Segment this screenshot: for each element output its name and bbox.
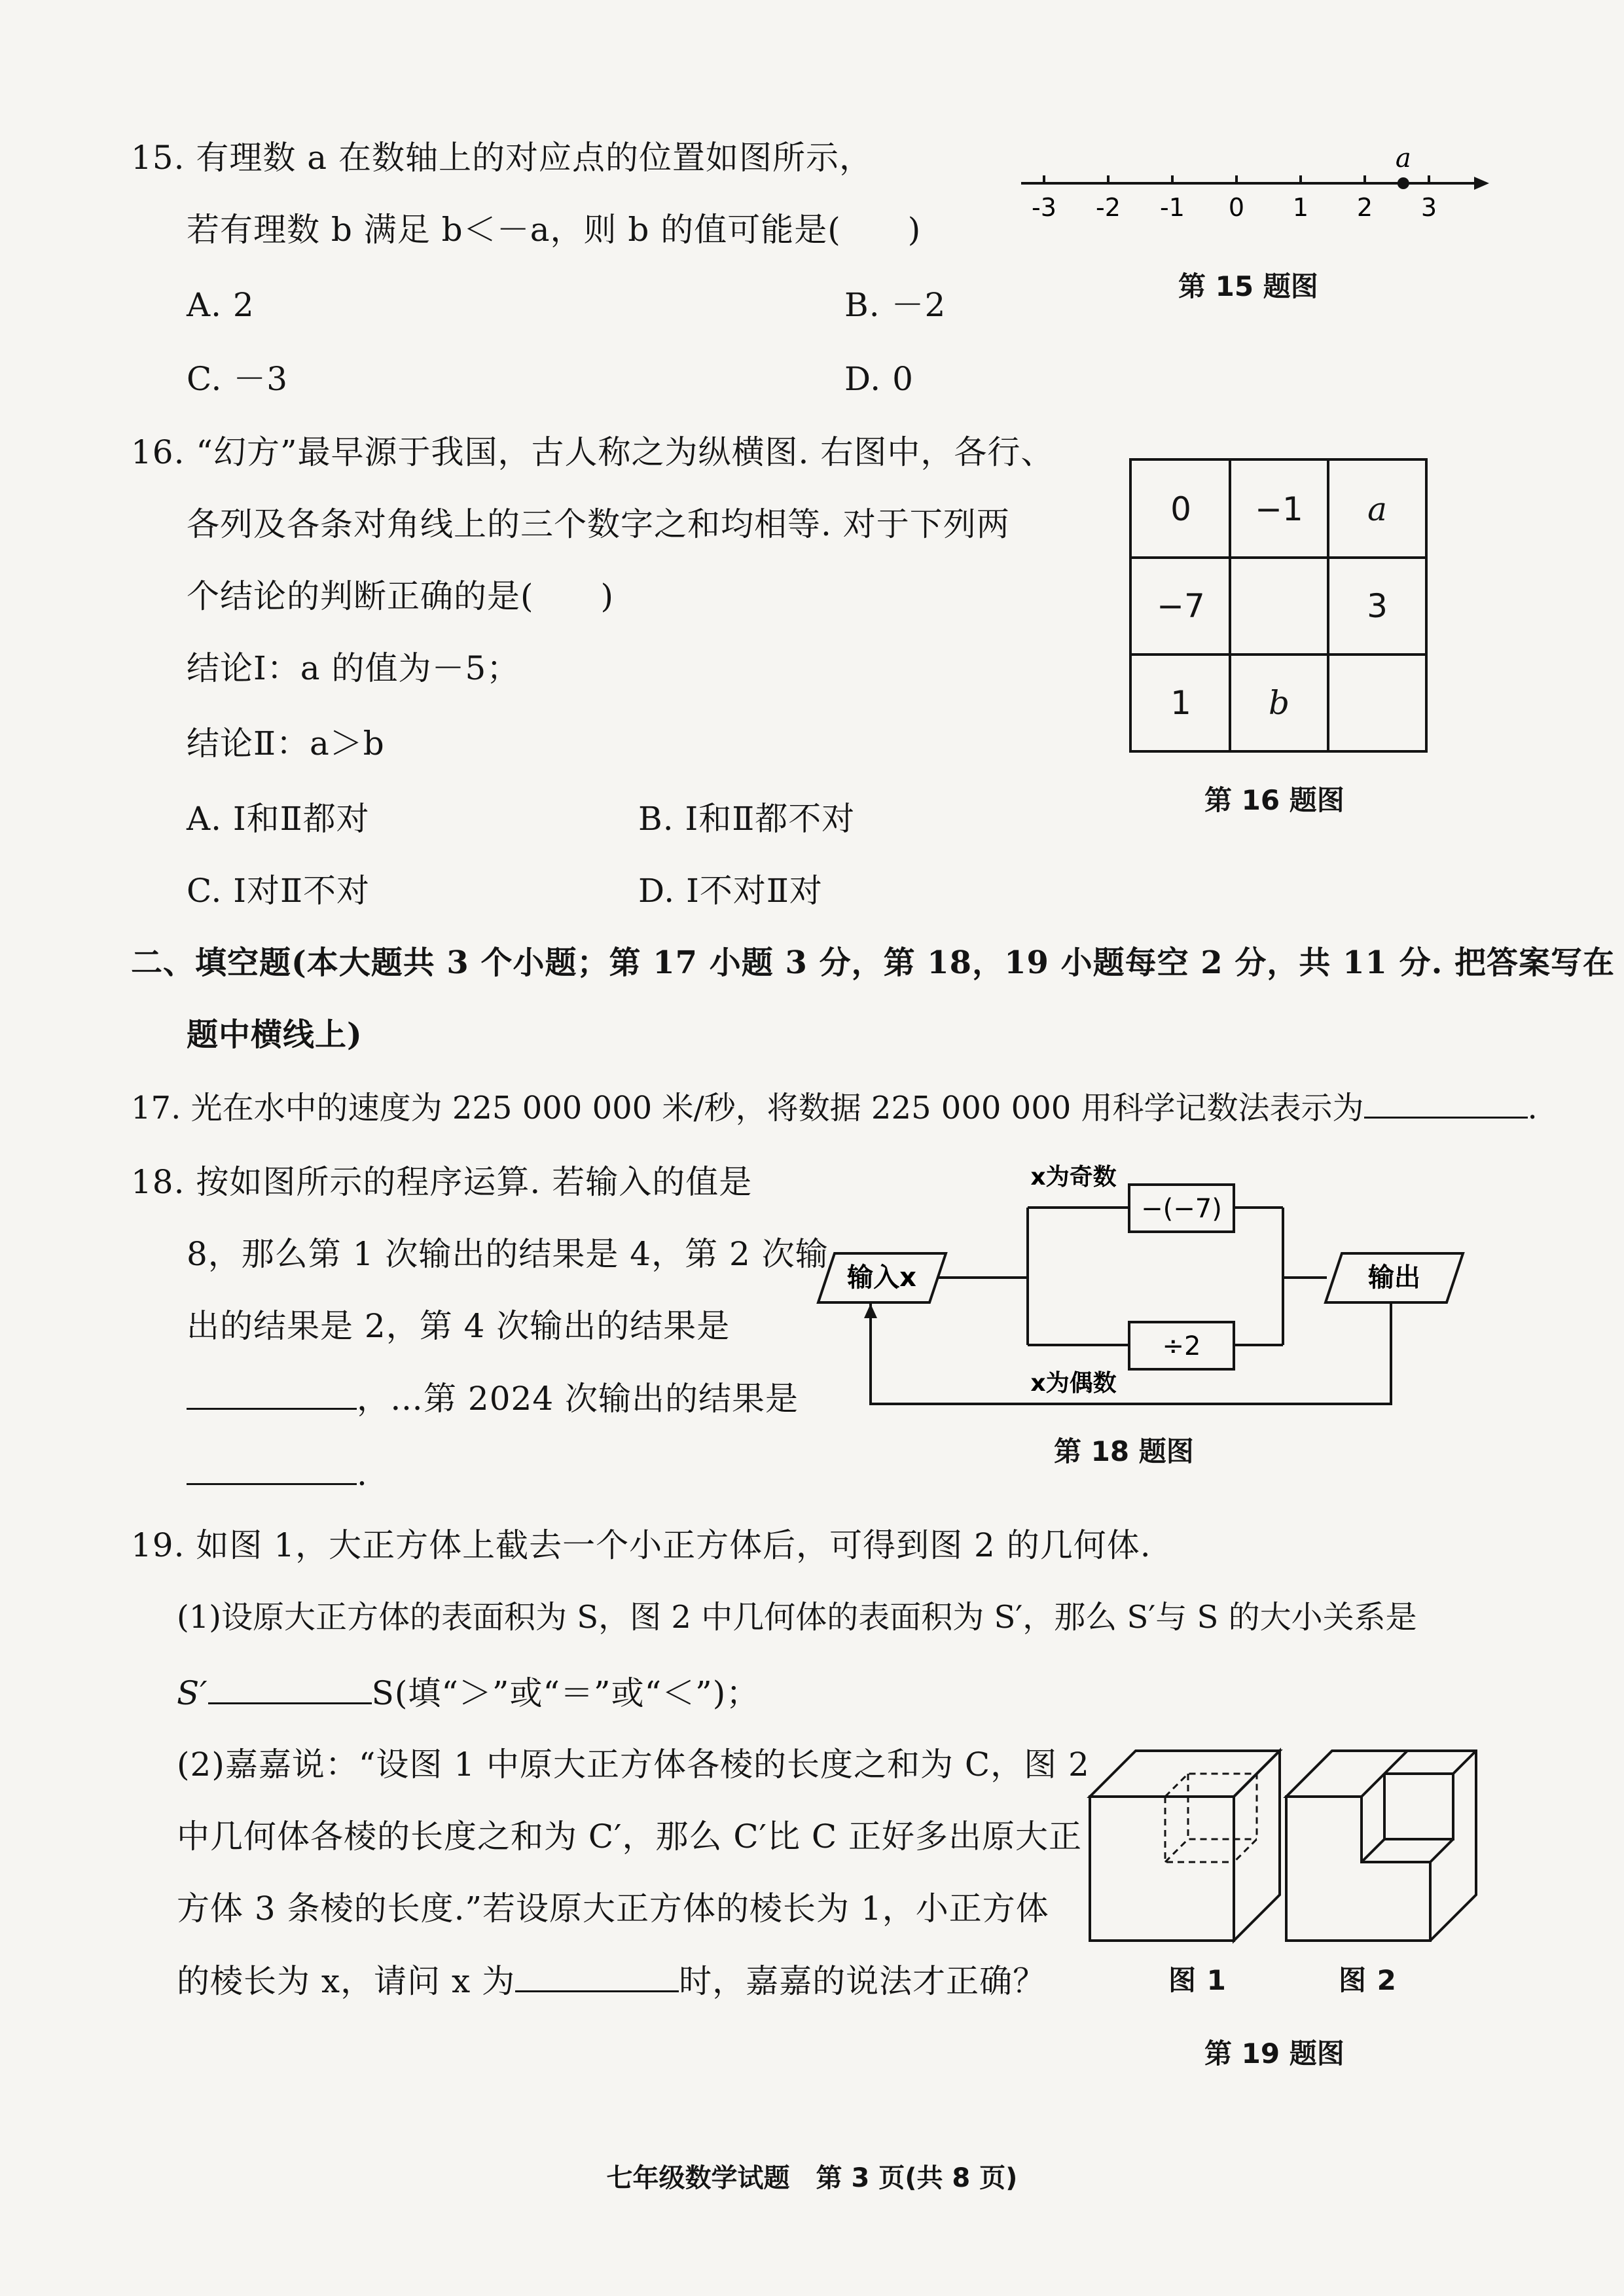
- magic-square-grid: [1129, 458, 1428, 753]
- q19-part2-line4: [177, 1960, 1046, 2001]
- grid-cell-r2c1: −7: [1157, 587, 1205, 625]
- number-line-tick-label: -2: [1096, 193, 1121, 222]
- number-line-tick-label: 2: [1356, 193, 1373, 222]
- number-line-tick-label: 3: [1420, 193, 1437, 222]
- cut-cube-front: [1286, 1797, 1430, 1941]
- q17-line: [131, 1086, 1538, 1128]
- page-footer: 七年级数学试题 第 3 页(共 8 页): [606, 2163, 1018, 2193]
- q16-option-d: D. Ⅰ不对Ⅱ对: [638, 872, 823, 910]
- cut-notch-edge: [1430, 1839, 1453, 1862]
- flow-output-label: 输出: [1368, 1263, 1420, 1293]
- q17-answer-blank[interactable]: [1364, 1086, 1528, 1119]
- q18-line1: 18. 按如图所示的程序运算. 若输入的值是: [131, 1163, 753, 1201]
- q15-option-a: A. 2: [187, 286, 255, 324]
- number-line-tick-label: 1: [1292, 193, 1309, 222]
- q18-answer-blank-2[interactable]: [187, 1453, 357, 1485]
- q18-line5: [187, 1453, 368, 1494]
- q16-figure-caption: 第 16 题图: [1204, 784, 1344, 816]
- q17-end: .: [1527, 1090, 1538, 1126]
- grid-cell-r1c2: −1: [1255, 490, 1303, 528]
- q19-part1-line1: (1)设原大正方体的表面积为 S，图 2 中几何体的表面积为 S′，那么 S′与 S 的大小关系是: [177, 1599, 1417, 1636]
- q16-conclusion-2: 结论Ⅱ：a＞b: [187, 725, 385, 762]
- q19-part1-hint: S(填“＞”或“＝”或“＜”)；: [371, 1674, 760, 1712]
- q19-stem: 19. 如图 1，大正方体上截去一个小正方体后，可得到图 2 的几何体.: [131, 1526, 1151, 1564]
- section2-title: 二、填空题(本大题共 3 个小题；第 17 小题 3 分，第 18，19 小题每空 2 分，共 11 分. 把答案写在: [131, 944, 1615, 981]
- grid-cell-r3c2: b: [1268, 684, 1290, 722]
- q18-line5-text: .: [357, 1455, 368, 1493]
- fig1-label: 图 1: [1168, 1964, 1227, 1996]
- flow-odd-op: −(−7): [1141, 1194, 1222, 1224]
- q16-stem-line1: 16. “幻方”最早源于我国，古人称之为纵横图. 右图中，各行、: [131, 433, 1055, 471]
- q15-option-d: D. 0: [844, 360, 914, 398]
- q19-answer-blank-1[interactable]: [208, 1672, 372, 1704]
- q15-option-c: C. －3: [187, 360, 289, 398]
- grid-cell-r3c3: [1328, 655, 1426, 751]
- section2-title-cont: 题中横线上): [187, 1016, 363, 1053]
- cube-front-face: [1090, 1797, 1234, 1941]
- q16-option-b: B. Ⅰ和Ⅱ都不对: [638, 800, 856, 838]
- q16-stem-line2: 各列及各条对角线上的三个数字之和均相等. 对于下列两: [187, 505, 1010, 543]
- q18-line4-text: ，…第 2024 次输出的结果是: [357, 1380, 799, 1418]
- q18-figure-caption: 第 18 题图: [1054, 1435, 1194, 1467]
- q18-answer-blank-1[interactable]: [187, 1378, 357, 1410]
- grid-cell-r2c3: 3: [1367, 587, 1388, 625]
- q15-stem-line1: 15. 有理数 a 在数轴上的对应点的位置如图所示，: [131, 139, 873, 177]
- flow-loop-arrow: [864, 1304, 877, 1318]
- q16-stem-line3: 个结论的判断正确的是( ): [187, 577, 615, 615]
- q16-option-c: C. Ⅰ对Ⅱ不对: [187, 872, 370, 910]
- q19-part2-line4-post: 时，嘉嘉的说法才正确？: [679, 1962, 1047, 2000]
- q19-part2-line2: 中几何体各棱的长度之和为 C′，那么 C′比 C 正好多出原大正: [177, 1818, 1083, 1856]
- number-line-point-a-label: a: [1395, 143, 1411, 173]
- flow-odd-label: x为奇数: [1030, 1164, 1117, 1191]
- q19-figure-caption: 第 19 题图: [1204, 2037, 1344, 2070]
- q15-figure-caption: 第 15 题图: [1178, 270, 1318, 302]
- q19-s-prime: S′: [177, 1674, 208, 1712]
- program-flowchart: [795, 1158, 1476, 1407]
- number-line-tick-label: -3: [1032, 193, 1056, 222]
- grid-cell-r1c1: 0: [1170, 490, 1191, 528]
- q19-part2-line4-pre: 的棱长为 x，请问 x 为: [177, 1962, 516, 2000]
- cut-notch-back: [1384, 1751, 1476, 1774]
- small-cube-dashed: [1165, 1774, 1257, 1862]
- grid-cell-r2c2: [1230, 558, 1328, 655]
- cube-figure-2: [1276, 1741, 1486, 1950]
- q15-stem-line2: 若有理数 b 满足 b＜－a，则 b 的值可能是( ): [187, 211, 922, 249]
- flow-even-label: x为偶数: [1030, 1370, 1117, 1397]
- number-line-figure: [1008, 141, 1492, 239]
- flow-even-op: ÷2: [1162, 1331, 1201, 1361]
- q19-answer-blank-2[interactable]: [515, 1960, 679, 1992]
- q15-option-b: B. －2: [844, 286, 947, 324]
- q18-line4: [187, 1378, 799, 1419]
- q16-conclusion-1: 结论Ⅰ：a 的值为－5；: [187, 649, 520, 687]
- q16-option-a: A. Ⅰ和Ⅱ都对: [187, 800, 370, 838]
- number-line-arrow: [1474, 177, 1489, 190]
- q19-part2-line3: 方体 3 条棱的长度.”若设原大正方体的棱长为 1，小正方体: [177, 1890, 1049, 1928]
- q19-part2-line1: (2)嘉嘉说：“设图 1 中原大正方体各棱的长度之和为 C，图 2: [177, 1746, 1090, 1784]
- flow-input-label: 输入x: [847, 1263, 916, 1293]
- cut-notch-floor: [1384, 1774, 1453, 1839]
- grid-cell-r3c1: 1: [1170, 684, 1191, 722]
- grid-cell-r1c3: a: [1367, 490, 1387, 528]
- fig2-label: 图 2: [1339, 1964, 1397, 1996]
- q18-line2: 8，那么第 1 次输出的结果是 4，第 2 次输: [187, 1235, 829, 1273]
- number-line-tick-label: -1: [1160, 193, 1185, 222]
- flow-loop-line: [871, 1302, 1391, 1404]
- q18-line3: 出的结果是 2，第 4 次输出的结果是: [187, 1307, 731, 1345]
- q17-text: 17. 光在水中的速度为 225 000 000 米/秒，将数据 225 000 000 用科学记数法表示为: [131, 1090, 1364, 1126]
- number-line-point-a: [1398, 177, 1409, 189]
- number-line-tick-label: 0: [1228, 193, 1245, 222]
- q19-part1-line2: [177, 1672, 759, 1713]
- cut-cube-right: [1407, 1751, 1476, 1941]
